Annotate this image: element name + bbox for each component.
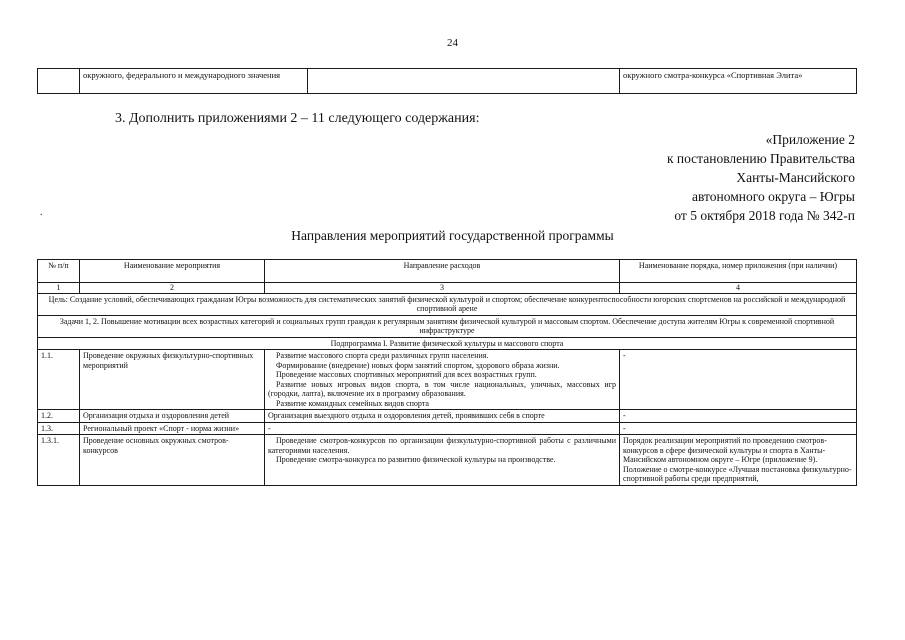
col-number: 4	[620, 283, 857, 294]
table-row	[38, 422, 857, 435]
header-row	[38, 260, 857, 283]
row-direction: -	[265, 422, 620, 435]
col-number: 1	[38, 283, 80, 294]
appendix-line: «Приложение 2	[765, 132, 855, 147]
row-name: Проведение окружных физкультурно-спортивных мероприятий	[80, 350, 265, 410]
continuation-table	[37, 68, 857, 94]
table-cell	[38, 69, 80, 94]
document-title: Направления мероприятий государственной программы	[291, 228, 614, 243]
table-row	[38, 410, 857, 423]
appendix-header	[667, 130, 855, 225]
instruction-text: 3. Дополнить приложениями 2 – 11 следующего содержания:	[115, 111, 480, 126]
header-procedure: Наименование порядка, номер приложения (при наличии)	[620, 260, 857, 283]
row-name: Организация отдыха и оздоровления детей	[80, 410, 265, 423]
tasks-row	[38, 315, 857, 337]
row-direction	[265, 350, 620, 410]
row-direction	[265, 435, 620, 486]
table-cell: окружного смотра-конкурса «Спортивная Элита»	[620, 69, 857, 94]
col-number: 3	[265, 283, 620, 294]
row-direction: Организация выездного отдыха и оздоровления детей, проявивших себя в спорте	[265, 410, 620, 423]
row-procedure: -	[620, 410, 857, 423]
row-procedure: -	[620, 350, 857, 410]
appendix-line: автономного округа – Югры	[692, 189, 855, 204]
direction-paragraph: Проведение смотров-конкурсов по организации физкультурно-спортивной работы с различными категориями населения.	[268, 436, 616, 455]
subprogram-row	[38, 337, 857, 350]
row-procedure	[620, 435, 857, 486]
appendix-line: от 5 октября 2018 года № 342-п	[674, 208, 855, 223]
direction-paragraph: Проведение смотра-конкурса по развитию физической культуры на производстве.	[276, 455, 556, 464]
direction-paragraph: Проведение массовых спортивных мероприятий для всех возрастных групп.	[276, 370, 537, 379]
appendix-line: к постановлению Правительства	[666, 151, 855, 166]
subprogram-cell: Подпрограмма I. Развитие физической культуры и массового спорта	[38, 337, 857, 350]
row-number: 1.3.	[38, 422, 80, 435]
table-row	[38, 350, 857, 410]
program-table	[37, 259, 857, 486]
appendix-line: Ханты-Мансийского	[736, 170, 855, 185]
header-name: Наименование мероприятия	[80, 260, 265, 283]
page-number: 24	[447, 37, 458, 49]
direction-paragraph: Развитие новых игровых видов спорта, в том числе национальных, уличных, массовых игр (городки, лапта), включение их в программу образования.	[268, 379, 616, 398]
stray-dot: .	[40, 207, 43, 218]
goal-cell: Цель: Создание условий, обеспечивающих гражданам Югры возможность для систематических занятий физической культурой и спортом; обеспечение конкурентоспособности югорских спортсменов на российской и международной спортивной арене	[38, 293, 857, 315]
procedure-paragraph: Положение о смотре-конкурсе «Лучшая постановка физкультурно-спортивной работы среди предприятий,	[623, 464, 852, 483]
col-number: 2	[80, 283, 265, 294]
tasks-cell: Задачи 1, 2. Повышение мотивации всех возрастных категорий и социальных групп граждан к регулярным занятиям физической культурой и массовым спортом. Обеспечение доступа жителям Югры к современной спортивной инфраструктуре	[38, 315, 857, 337]
procedure-paragraph: Порядок реализации мероприятий по проведению смотров-конкурсов в сфере физической культуры и спорта в Ханты-Мансийском автономном округе – Югре (приложение 9).	[623, 436, 827, 464]
header-num: № п/п	[38, 260, 80, 283]
direction-paragraph: Развитие командных семейных видов спорта	[276, 398, 429, 408]
table-row	[38, 69, 857, 94]
row-number: 1.1.	[38, 350, 80, 410]
goal-row	[38, 293, 857, 315]
row-number: 1.2.	[38, 410, 80, 423]
column-numbers-row	[38, 283, 857, 294]
row-number: 1.3.1.	[38, 435, 80, 486]
direction-paragraph: Формирование (внедрение) новых форм занятий спортом, здорового образа жизни.	[276, 360, 560, 370]
row-name: Региональный проект «Спорт - норма жизни»	[80, 422, 265, 435]
header-direction: Направление расходов	[265, 260, 620, 283]
table-row	[38, 435, 857, 486]
table-cell: окружного, федерального и международного значения	[80, 69, 308, 94]
row-procedure: -	[620, 422, 857, 435]
row-name: Проведение основных окружных смотров-конкурсов	[80, 435, 265, 486]
table-cell	[308, 69, 620, 94]
direction-paragraph: Развитие массового спорта среди различных групп населения.	[276, 351, 489, 360]
